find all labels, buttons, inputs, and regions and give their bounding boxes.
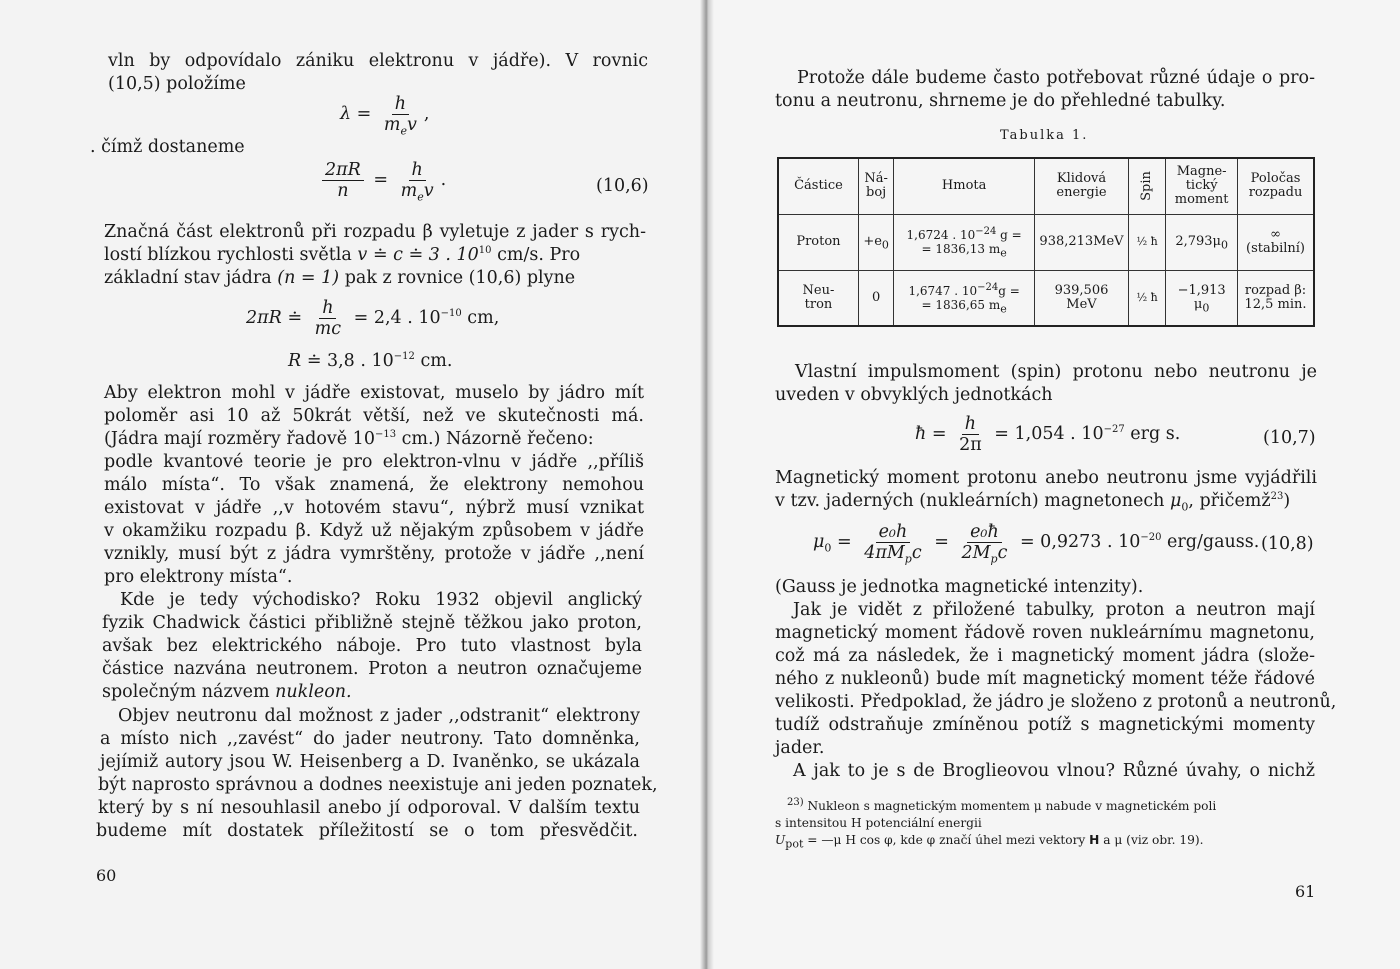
- table-cell: 0: [858, 270, 893, 326]
- text-line: avšak bez elektrického náboje. Pro tuto vlastnost byla: [102, 636, 642, 656]
- text-line: Vlastní impulsmoment (spin) protonu nebo neutronu je: [795, 362, 1317, 382]
- table-cell: 1,6747 . $10^{-24}g$ = = 1836,65 $m_e$: [894, 270, 1035, 326]
- text-line: Protože dále budeme často potřebovat různé údaje o pro-: [797, 68, 1315, 88]
- footnote-line: $U_{pot}$ = —μ H cos φ, kde φ značí úhel mezi vektory H a μ (viz obr. 19).: [775, 833, 1204, 851]
- footnote-line: s intensitou H potenciální energii: [775, 816, 982, 830]
- text-line: Jak je vidět z přiložené tabulky, proton a neutron mají: [793, 600, 1315, 620]
- text-line: částice nazvána neutronem. Proton a neutron označujeme: [102, 659, 642, 679]
- equation-number: (10,6): [596, 176, 649, 196]
- table-cell: $+e_0$: [858, 214, 893, 270]
- text-line: (Gauss je jednotka magnetické intenzity).: [775, 577, 1144, 597]
- table-cell: 938,213MeV: [1034, 214, 1128, 270]
- equation-number: (10,8): [1261, 534, 1314, 554]
- text-line: Značná část elektronů při rozpadu β vyletuje z jader s rych-: [104, 222, 646, 242]
- table-caption: Tabulka 1.: [1000, 128, 1089, 143]
- table-header: Hmota: [894, 158, 1035, 214]
- table-cell: $2,793\mu_0$: [1166, 214, 1238, 270]
- table-header-row: [778, 158, 1314, 214]
- text-line: v tzv. jaderných (nukleárních) magnetonech $\mu_0$, přičemž$^{23}$): [775, 491, 1291, 514]
- footnote-line: $^{23)}$ Nukleon s magnetickým momentem μ nabude v magnetickém poli: [787, 796, 1217, 813]
- text-line: ného z nukleonů) bude mít magnetický moment téže řádové: [775, 669, 1315, 689]
- text-line: a místo nich ,,zavést“ do jader neutrony. Tato domněnka,: [100, 729, 640, 749]
- text-line: v okamžiku rozpadu β. Když už nějakým způsobem v jádře: [104, 521, 644, 541]
- table-cell: rozpad β: 12,5 min.: [1238, 270, 1314, 326]
- table-header: Ná- boj: [858, 158, 893, 214]
- text-line: fyzik Chadwick částici přibližně stejně těžkou jako proton,: [102, 613, 642, 633]
- text-line: vznikly, musí být z jádra vymrštěny, protože v jádře ,,není: [104, 544, 644, 564]
- text-line: což má za následek, že i magnetický moment jádra (slože-: [775, 646, 1315, 666]
- text-line: který by s ní nesouhlasil anebo jí odporoval. V dalším textu: [98, 798, 640, 818]
- table-header: Poločas rozpadu: [1238, 158, 1314, 214]
- text-line: existovat v jádře ,,v hotovém stavu“, nýbrž musí vznikat: [104, 498, 644, 518]
- text-line: být naprosto správnou a dodnes neexistuje ani jeden poznatek,: [98, 775, 658, 795]
- text-line: velikosti. Předpoklad, že jádro je složeno z protonů a neutronů,: [775, 692, 1337, 712]
- text-line: vln by odpovídalo zániku elektronu v jádře). V rovnic: [108, 51, 648, 71]
- text-line: společným názvem nukleon.: [102, 682, 352, 702]
- text-line: Magnetický moment protonu anebo neutronu jsme vyjádřili: [775, 468, 1317, 488]
- table-cell: Neu- tron: [778, 270, 858, 326]
- table-cell: 939,506 MeV: [1034, 270, 1128, 326]
- text-line: budeme mít dostatek příležitostí se o tom přesvědčit.: [96, 821, 638, 841]
- text-line: (Jádra mají rozměry řadově $10^{-13}$ cm.) Názorně řečeno:: [104, 429, 594, 449]
- text-line: základní stav jádra (n = 1) pak z rovnice (10,6) plyne: [104, 268, 576, 288]
- text-line: uveden v obvyklých jednotkách: [775, 385, 1053, 405]
- equation-10-8: $\mu_0$ = $\frac{\text{e₀h}}{4\pi M_pc}$ = $\frac{\text{e₀ħ}}{2M_pc}$ = 0,9273 . $10^{-20}$ erg/gauss.: [813, 522, 1260, 566]
- text-line: . čímž dostaneme: [90, 137, 245, 157]
- right-page: [705, 0, 1400, 969]
- table-cell: ½ ħ: [1129, 214, 1166, 270]
- text-line: A jak to je s de Broglieovou vlnou? Různé úvahy, o nichž: [793, 761, 1315, 781]
- text-line: jejímiž autory jsou W. Heisenberg a D. Ivaněnko, se ukázala: [100, 752, 640, 772]
- equation-10-7: ħ = $\frac{h}{2\pi}$ = 1,054 . $10^{-27}$ erg s.: [915, 414, 1181, 455]
- equation-R: R ≐ 3,8 . $10^{-12}$ cm.: [288, 351, 453, 371]
- text-line: magnetický moment řádově roven nukleárnímu magnetonu,: [775, 623, 1315, 643]
- book-gutter: [700, 0, 714, 969]
- text-line: podle kvantové teorie je pro elektron-vlnu v jádře ,,příliš: [104, 452, 644, 472]
- text-line: jader.: [775, 738, 825, 758]
- text-line: lostí blízkou rychlosti světla v ≐ c ≐ 3 . $10^{10}$ cm/s. Pro: [104, 245, 581, 265]
- text-line: málo místa“. To však znamená, že elektrony nemohou: [104, 475, 644, 495]
- equation-10-6: $\frac{2\pi R}{n}$ = $\frac{h}{m_ev}$ .: [318, 160, 446, 201]
- text-line: Aby elektron mohl v jádře existovat, muselo by jádro mít: [104, 383, 644, 403]
- table-cell: Proton: [778, 214, 858, 270]
- table-header: Částice: [778, 158, 858, 214]
- table-header: Spin: [1129, 158, 1166, 214]
- text-line: Objev neutronu dal možnost z jader ,,odstranit“ elektrony: [118, 706, 640, 726]
- text-line: tudíž odstraňuje zmíněnou potíž s magnetickými momenty: [775, 715, 1315, 735]
- text-line: pro elektrony místa“.: [104, 567, 293, 587]
- table-header: Klidová energie: [1034, 158, 1128, 214]
- table-cell: 1,6724 . $10^{-24}$ g = = 1836,13 $m_e$: [894, 214, 1035, 270]
- equation-2piR: 2πR ≐ $\frac{h}{mc}$ = 2,4 . $10^{-10}$ cm,: [246, 298, 500, 339]
- page-number: 60: [96, 866, 117, 885]
- page-number: 61: [1295, 882, 1316, 901]
- table-cell: ½ ħ: [1129, 270, 1166, 326]
- table-cell: −1,913 $\mu_0$: [1166, 270, 1238, 326]
- text-line: poloměr asi 10 až 50krát větší, než ve skutečnosti má.: [104, 406, 644, 426]
- text-line: Kde je tedy východisko? Roku 1932 objevil anglický: [120, 590, 642, 610]
- text-line: (10,5) položíme: [108, 74, 246, 94]
- table-header: Magne- tický moment: [1166, 158, 1238, 214]
- table-cell: ∞ (stabilní): [1238, 214, 1314, 270]
- equation-lambda: λ = $\frac{h}{m_ev}$ ,: [340, 94, 430, 138]
- text-line: tonu a neutronu, shrneme je do přehledné tabulky.: [775, 91, 1226, 111]
- particle-table: [777, 157, 1315, 327]
- table-row: [778, 270, 1314, 326]
- table-row: [778, 214, 1314, 270]
- equation-number: (10,7): [1263, 428, 1316, 448]
